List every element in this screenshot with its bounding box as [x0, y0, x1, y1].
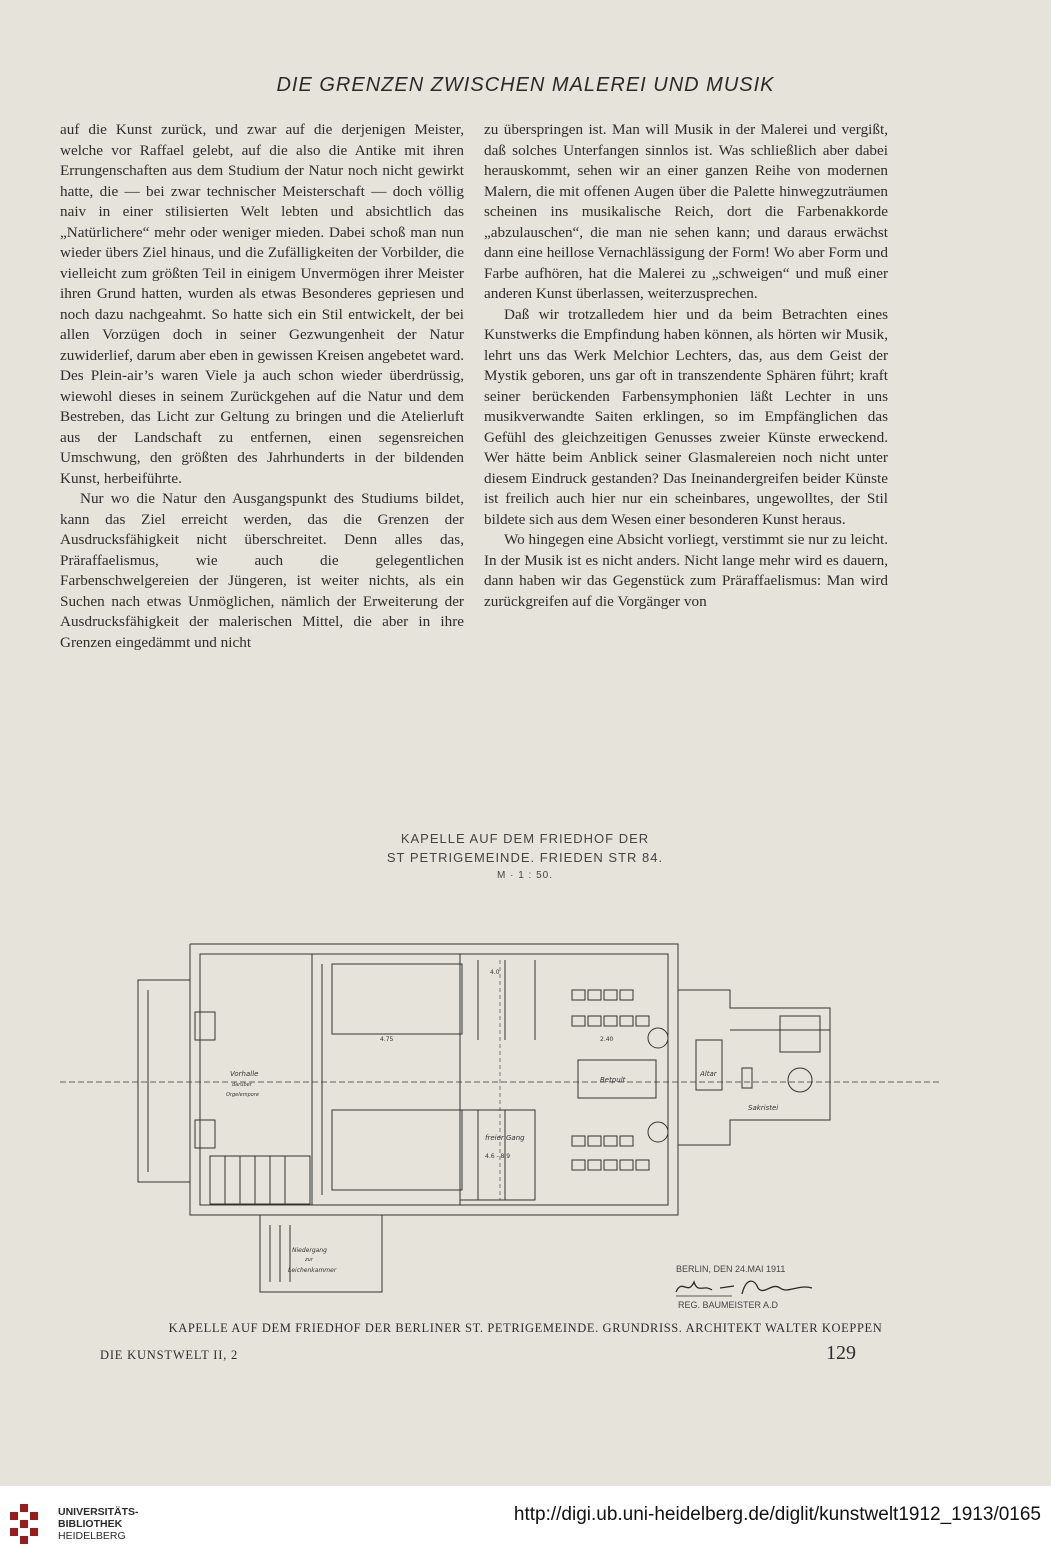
label-freier-gang: freier Gang [485, 1134, 525, 1142]
label-darueber: darüber [232, 1082, 252, 1088]
signature-date: BERLIN, DEN 24.MAI 1911 [676, 1264, 786, 1274]
library-line: BIBLIOTHEK [58, 1518, 123, 1530]
text-column-right [484, 120, 888, 612]
dimension-label: 4.6 - 8.9 [485, 1153, 511, 1160]
label-sakristei: Sakristei [748, 1104, 779, 1112]
label-leichenkammer: Leichenkammer [288, 1267, 337, 1274]
dimension-label: 4.0 [490, 969, 500, 976]
paragraph: zu überspringen ist. Man will Musik in der Malerei und vergißt, daß solches Unterfangen sinnlos ist. Was schließlich aber dabei herauskommt, sehen wir an einer ganzen Reihe von modernen Malern, die mit offenen Augen über die Palette hinwegzuträumen scheinen ins musikalische Reich, dort die Farbenakkorde „abzulauschen“, die man nie sehen kann; und daraus erwächst dann eine heillose Vernachlässigung der Form! Wo aber Form und Farbe aufhören, hat die Malerei zu „schweigen“ und muß einer anderen Kunst überlassen, weiterzusprechen. [484, 121, 888, 302]
plan-title-line1: KAPELLE AUF DEM FRIEDHOF DER [400, 831, 650, 846]
label-orgelempore: Orgelempore [226, 1092, 259, 1098]
paragraph: auf die Kunst zurück, und zwar auf die derjenigen Meister, welche vor Raffael gelebt, auf die also die Antike mit ihren Errungenschaften aus dem Studium der Natur noch nicht gewirkt hatte, die — bei zwar technischer Meisterschaft — doch völlig naiv in einer stilisierten Welt lebten und absichtlich das „Natürlichere“ mehr oder weniger mieden. Dabei schoß man nun wieder übers Ziel hinaus, und die Zufälligkeiten der Vorbilder, die vielleicht zum größten Teil in einigem Unvermögen ihrer Meister ihren Grund hatten, wurden als etwas Besonderes gepriesen und noch dazu nachgeahmt. So hatte sich ein Stil entwickelt, der bei allen Vorzügen doch in seiner Gezwungenheit der Natur zuwiderlief, darum aber eben in gewissen Kreisen angebetet ward. Des Plein-air’s waren Viele ja auch schon wieder überdrüssig, wiewohl dieses in seinem Zurückgehen auf die Natur und dem Bestreben, das Licht zur Geltung zu bringen und die Atelierluft aus der Landschaft zu entfernen, einen segensreichen Umschwung, den größten des Jahrhunderts in der bildenden Kunst, herbeiführte. [60, 121, 464, 487]
library-line: UNIVERSITÄTS- [58, 1506, 139, 1518]
signature-role: REG. BAUMEISTER A.D [678, 1300, 779, 1310]
label-betpult: Betpult [600, 1076, 626, 1084]
source-url[interactable]: http://digi.ub.uni-heidelberg.de/diglit/kunstwelt1912_1913/0165 [513, 1504, 1041, 1525]
paragraph: Nur wo die Natur den Ausgangspunkt des Studiums bildet, kann das Ziel erreicht werden, das die Grenzen der Ausdrucksfähigkeit nicht überschreitet. Denn alles das, Präraffaelismus, wie auch die gelegentlichen Farbenschwelgereien der Jüngeren, ist weiter nichts, als ein Suchen nach etwas Unmöglichen, nämlich der Erweiterung der Ausdrucksfähigkeit der malerischen Mittel, die aber in ihre Grenzen eingedämmt und nicht [60, 490, 464, 651]
plan-title-line2: ST PETRIGEMEINDE. FRIEDEN STR 84. [386, 850, 664, 865]
label-niedergang: Niedergang [292, 1247, 327, 1254]
paragraph: Wo hingegen eine Absicht vorliegt, verstimmt sie nur zu leicht. In der Musik ist es nicht anders. Nicht lange mehr wird es dauern, dann haben wir das Gegenstück zum Präraffaelismus: Man wird zurückgreifen auf die Vorgänger von [484, 531, 888, 610]
architect-signature [672, 1274, 822, 1300]
label-zur: zur [305, 1257, 313, 1263]
label-vorhalle: Vorhalle [230, 1070, 259, 1078]
dimension-label: 4.75 [380, 1036, 394, 1043]
page-header: DIE GRENZEN ZWISCHEN MALEREI UND MUSIK [276, 74, 775, 96]
floor-plan-drawing [60, 930, 940, 1310]
journal-footer: DIE KUNSTWELT II, 2 [100, 1348, 239, 1362]
library-line: HEIDELBERG [58, 1530, 126, 1542]
library-name [58, 1506, 139, 1542]
paragraph: Daß wir trotzalledem hier und da beim Betrachten eines Kunstwerks die Empfindung haben können, als hörten wir Musik, lehrt uns das Werk Melchior Lechters, das, aus dem Geist der Mystik geboren, uns gar oft in transzendente Sphären führt; kraft seiner berückenden Farbensymphonien läßt Lechter in uns musikverwandte Saiten erklingen, so im Empfänglichen das Gefühl des gleichzeitigen Genusses zweier Künste erweckend. Wer hätte beim Anblick seiner Glasmalereien noch nicht unter diesem Eindruck gestanden? Das Ineinandergreifen beider Künste ist freilich auch hier nur ein scheinbares, ungewolltes, der Stil bildete sich aus dem Wesen einer besonderen Kunst heraus. [484, 305, 888, 528]
figure-caption: KAPELLE AUF DEM FRIEDHOF DER BERLINER ST. PETRIGEMEINDE. GRUNDRISS. ARCHITEKT WALTER KOEPPEN [168, 1321, 883, 1335]
page-number: 129 [826, 1342, 856, 1364]
library-seal-icon [6, 1502, 50, 1546]
text-column-left [60, 120, 464, 653]
dimension-label: 2.40 [600, 1036, 614, 1043]
plan-scale: M · 1 : 50. [496, 870, 553, 881]
label-altar: Altar [700, 1070, 717, 1078]
library-bar [0, 1486, 1051, 1565]
